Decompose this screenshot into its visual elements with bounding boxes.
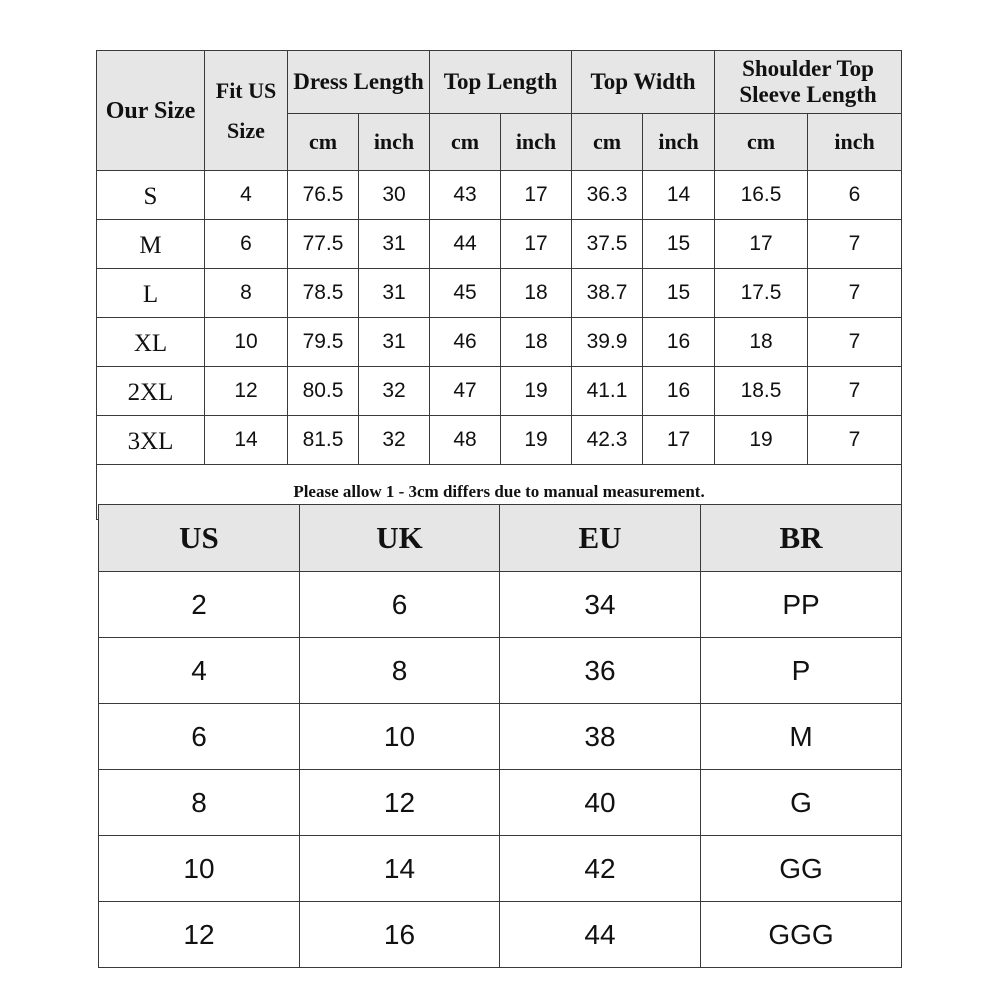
us-value: 4 [99, 638, 300, 704]
br-value: P [701, 638, 902, 704]
uk-value: 10 [300, 704, 500, 770]
measurement-value: 15 [643, 220, 715, 269]
eu-header: EU [500, 505, 701, 572]
us-value: 2 [99, 572, 300, 638]
fit-us-value: 12 [205, 367, 288, 416]
size-label: S [97, 171, 205, 220]
br-header: BR [701, 505, 902, 572]
eu-value: 38 [500, 704, 701, 770]
fit-us-header-line1: Fit US [215, 77, 277, 103]
fit-us-value: 6 [205, 220, 288, 269]
measurement-value: 48 [430, 416, 501, 465]
measurement-value: 15 [643, 269, 715, 318]
br-value: G [701, 770, 902, 836]
measurement-value: 7 [808, 367, 902, 416]
measurement-value: 77.5 [288, 220, 359, 269]
unit-header: inch [359, 114, 430, 171]
dress-length-header: Dress Length [288, 51, 430, 114]
top-length-header: Top Length [430, 51, 572, 114]
size-row [97, 318, 902, 367]
measurement-value: 80.5 [288, 367, 359, 416]
measurement-value: 17 [715, 220, 808, 269]
size-chart-table [96, 50, 902, 520]
measurement-value: 44 [430, 220, 501, 269]
measurement-value: 18 [501, 318, 572, 367]
measurement-value: 31 [359, 318, 430, 367]
measurement-value: 32 [359, 416, 430, 465]
size-conversion-table [98, 504, 902, 968]
fit-us-header [205, 51, 288, 171]
measurement-value: 43 [430, 171, 501, 220]
br-value: GG [701, 836, 902, 902]
measurement-value: 76.5 [288, 171, 359, 220]
unit-header: cm [715, 114, 808, 171]
measurement-value: 31 [359, 220, 430, 269]
conversion-header-row [99, 505, 902, 572]
size-row [97, 416, 902, 465]
measurement-value: 47 [430, 367, 501, 416]
measurement-value: 6 [808, 171, 902, 220]
size-label: 3XL [97, 416, 205, 465]
unit-header: cm [288, 114, 359, 171]
measurement-value: 37.5 [572, 220, 643, 269]
fit-us-value: 14 [205, 416, 288, 465]
us-value: 12 [99, 902, 300, 968]
measurement-value: 18.5 [715, 367, 808, 416]
measurement-value: 16.5 [715, 171, 808, 220]
uk-header: UK [300, 505, 500, 572]
size-label: M [97, 220, 205, 269]
measurement-value: 19 [715, 416, 808, 465]
eu-value: 44 [500, 902, 701, 968]
eu-value: 36 [500, 638, 701, 704]
measurement-value: 41.1 [572, 367, 643, 416]
sleeve-length-header: Shoulder Top Sleeve Length [715, 51, 902, 114]
uk-value: 16 [300, 902, 500, 968]
measurement-value: 14 [643, 171, 715, 220]
measurement-value: 7 [808, 220, 902, 269]
uk-value: 14 [300, 836, 500, 902]
unit-header: inch [643, 114, 715, 171]
br-value: M [701, 704, 902, 770]
measurement-value: 38.7 [572, 269, 643, 318]
measurement-value: 79.5 [288, 318, 359, 367]
measurement-value: 32 [359, 367, 430, 416]
measurement-value: 19 [501, 367, 572, 416]
measurement-note: Please allow 1 - 3cm differs due to manual measurement. [97, 465, 902, 520]
conversion-row [99, 836, 902, 902]
us-header: US [99, 505, 300, 572]
measurement-value: 7 [808, 269, 902, 318]
uk-value: 6 [300, 572, 500, 638]
size-row [97, 171, 902, 220]
fit-us-header-line2: Size [227, 117, 265, 143]
br-value: GGG [701, 902, 902, 968]
unit-header: inch [808, 114, 902, 171]
unit-header: cm [430, 114, 501, 171]
size-label: L [97, 269, 205, 318]
uk-value: 12 [300, 770, 500, 836]
measurement-value: 42.3 [572, 416, 643, 465]
us-value: 8 [99, 770, 300, 836]
measurement-value: 7 [808, 318, 902, 367]
measurement-value: 78.5 [288, 269, 359, 318]
measurement-value: 17.5 [715, 269, 808, 318]
size-label: 2XL [97, 367, 205, 416]
measurement-value: 18 [501, 269, 572, 318]
measurement-value: 30 [359, 171, 430, 220]
size-row [97, 220, 902, 269]
conversion-row [99, 770, 902, 836]
eu-value: 42 [500, 836, 701, 902]
measurement-value: 17 [501, 171, 572, 220]
measurement-value: 17 [501, 220, 572, 269]
top-width-header: Top Width [572, 51, 715, 114]
measurement-value: 7 [808, 416, 902, 465]
unit-header: cm [572, 114, 643, 171]
fit-us-value: 10 [205, 318, 288, 367]
measurement-value: 45 [430, 269, 501, 318]
measurement-value: 19 [501, 416, 572, 465]
br-value: PP [701, 572, 902, 638]
measurement-value: 17 [643, 416, 715, 465]
eu-value: 34 [500, 572, 701, 638]
eu-value: 40 [500, 770, 701, 836]
conversion-row [99, 572, 902, 638]
measurement-value: 16 [643, 367, 715, 416]
us-value: 6 [99, 704, 300, 770]
size-label: XL [97, 318, 205, 367]
measurement-value: 39.9 [572, 318, 643, 367]
size-row [97, 367, 902, 416]
measurement-value: 81.5 [288, 416, 359, 465]
us-value: 10 [99, 836, 300, 902]
conversion-row [99, 902, 902, 968]
measurement-value: 46 [430, 318, 501, 367]
measurement-value: 18 [715, 318, 808, 367]
measurement-value: 36.3 [572, 171, 643, 220]
our-size-header: Our Size [97, 51, 205, 171]
conversion-row [99, 638, 902, 704]
size-row [97, 269, 902, 318]
fit-us-value: 4 [205, 171, 288, 220]
size-chart-header-row [97, 51, 902, 114]
measurement-value: 31 [359, 269, 430, 318]
uk-value: 8 [300, 638, 500, 704]
unit-header: inch [501, 114, 572, 171]
conversion-row [99, 704, 902, 770]
measurement-value: 16 [643, 318, 715, 367]
fit-us-value: 8 [205, 269, 288, 318]
